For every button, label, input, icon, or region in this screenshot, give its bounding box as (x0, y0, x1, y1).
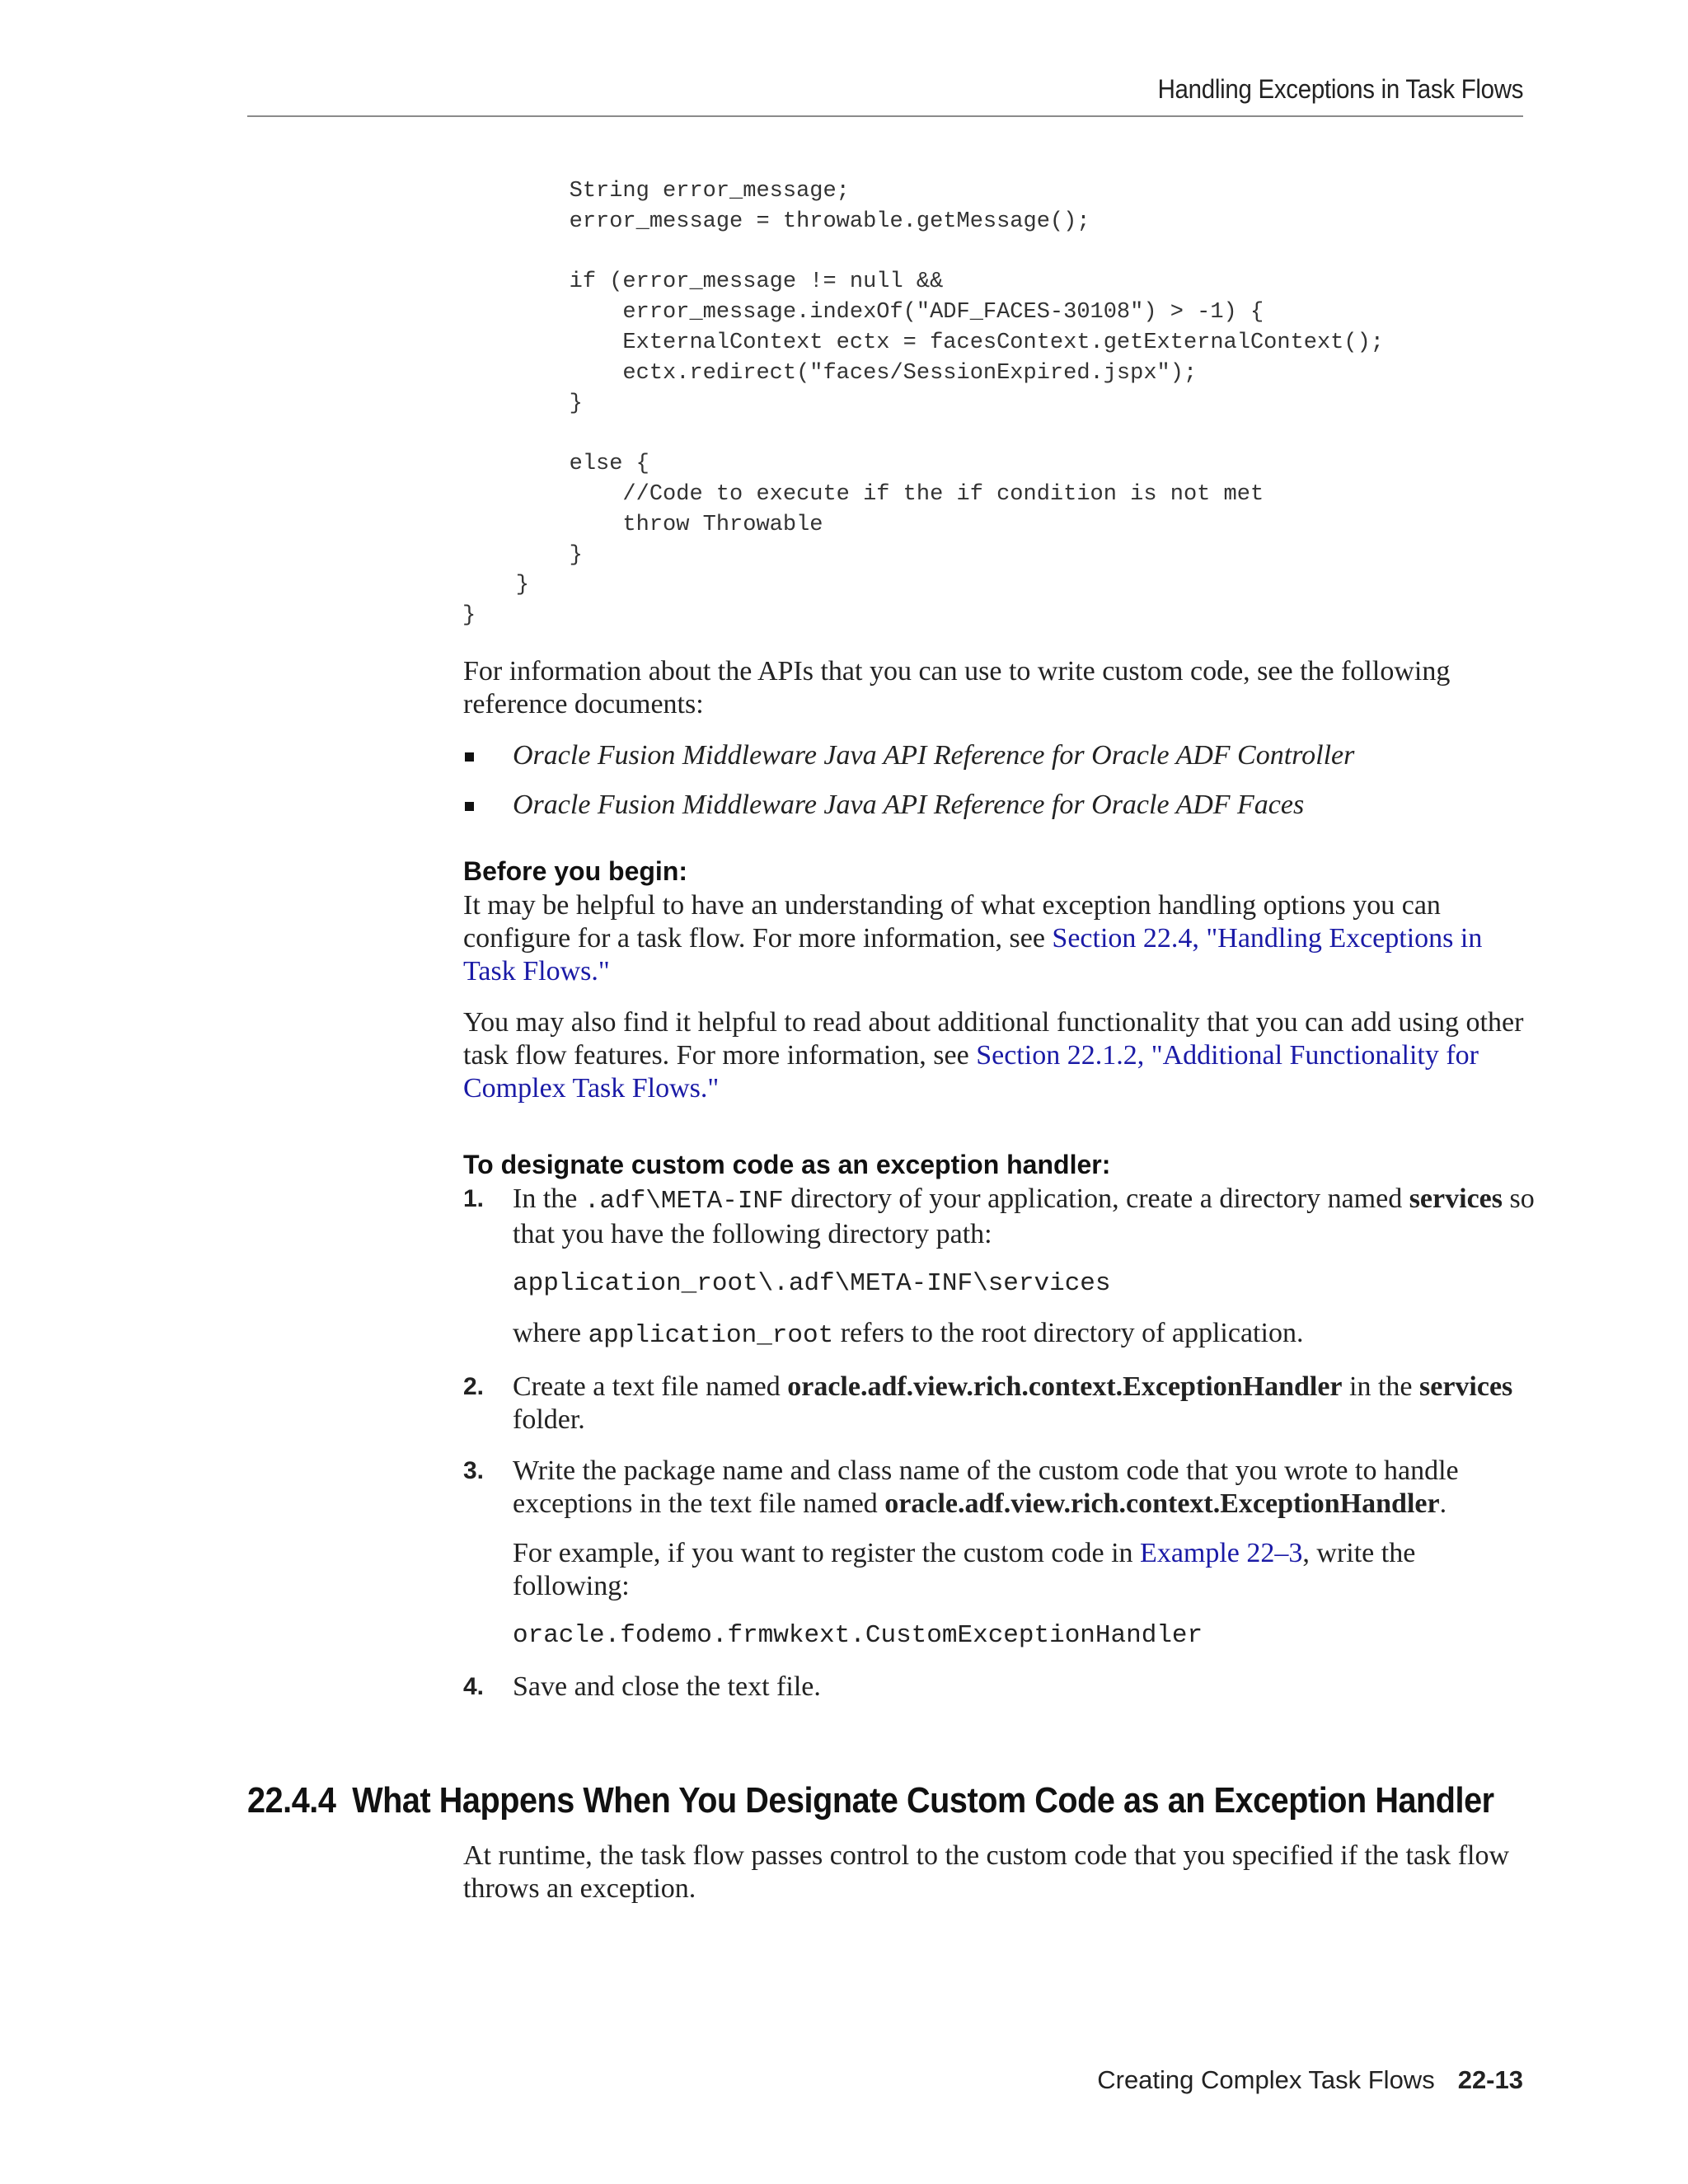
directory-path: application_root\.adf\META-INF\services (513, 1269, 1111, 1298)
section-body: At runtime, the task flow passes control to the custom code that you specified if the task flow throws an exception. (463, 1840, 1510, 1904)
procedure-heading: To designate custom code as an exception handler: (463, 1150, 1111, 1179)
header-rule (247, 115, 1523, 117)
procedure-step-2: 2. Create a text file named oracle.adf.view.rich.context.ExceptionHandler in the services folder. (463, 1371, 1513, 1435)
bullet-icon (465, 752, 474, 762)
before-paragraph-1: It may be helpful to have an understanding of what exception handling options you can configure for a task flow. For more information, see Section 22.4, "Handling Exceptions in Task Flows." (463, 890, 1483, 987)
inline-code: .adf\META-INF (584, 1187, 784, 1216)
section-22-1-2-link[interactable]: Section 22.1.2, "Additional Functionality for Complex Task Flows." (463, 1040, 1479, 1104)
code-example: String error_message; error_message = throwable.getMessage(); if (error_message != null && error_message.indexOf("ADF_FACES-30108") > -1) { ExternalContext ectx = facesContext.getExternalContext(); ectx.redirect("faces/SessionExpired.jspx"); } else { //Code to execute if the if condition is not met throw Throwable } } } (462, 179, 1384, 629)
reference-item: Oracle Fusion Middleware Java API Reference for Oracle ADF Faces (463, 789, 1535, 822)
section-heading: 22.4.4 What Happens When You Designate Custom Code as an Exception Handler (247, 1780, 1494, 1821)
before-paragraph-2: You may also find it helpful to read about additional functionality that you can add using other task flow features. For more information, see Section 22.1.2, "Additional Functionality for Complex Task Flows." (463, 1007, 1524, 1104)
step-number: 3. (463, 1457, 485, 1484)
step-number: 1. (463, 1185, 485, 1212)
intro-paragraph: For information about the APIs that you can use to write custom code, see the following reference documents: (463, 656, 1451, 719)
example-22-3-link[interactable]: Example 22–3 (1140, 1538, 1303, 1568)
procedure-step-3: 3. Write the package name and class name of the custom code that you wrote to handle exceptions in the text file named oracle.adf.view.rich.context.ExceptionHandler. For example, if you want to register the custom code in Example 22–3, write the following: oracle.fodemo.frmwkext.CustomExceptionHandler (463, 1455, 1535, 1652)
section-22-4-link[interactable]: Section 22.4, "Handling Exceptions in Task Flows." (463, 923, 1483, 987)
inline-code: application_root (588, 1321, 834, 1350)
main-content (463, 655, 1535, 1722)
page-number: 22-13 (1457, 2065, 1523, 2094)
reference-item: Oracle Fusion Middleware Java API Reference for Oracle ADF Controller (463, 739, 1535, 772)
procedure-step-4: 4. Save and close the text file. (463, 1671, 821, 1702)
running-header: Handling Exceptions in Task Flows (1157, 74, 1523, 104)
class-name-code: oracle.fodemo.frmwkext.CustomExceptionHandler (513, 1621, 1203, 1650)
step-number: 4. (463, 1673, 485, 1700)
reference-list (463, 739, 1535, 822)
bullet-icon (465, 802, 474, 811)
footer-chapter: Creating Complex Task Flows (1097, 2065, 1435, 2094)
procedure-step-1: 1. In the .adf\META-INF directory of your application, create a directory named services so that you have the following directory path: application_root\.adf\META-INF\services where application_root refers to the root directory of application. (463, 1183, 1535, 1350)
before-you-begin-heading: Before you begin: (463, 856, 688, 886)
page-footer (1097, 2065, 1523, 2095)
step-number: 2. (463, 1373, 485, 1400)
